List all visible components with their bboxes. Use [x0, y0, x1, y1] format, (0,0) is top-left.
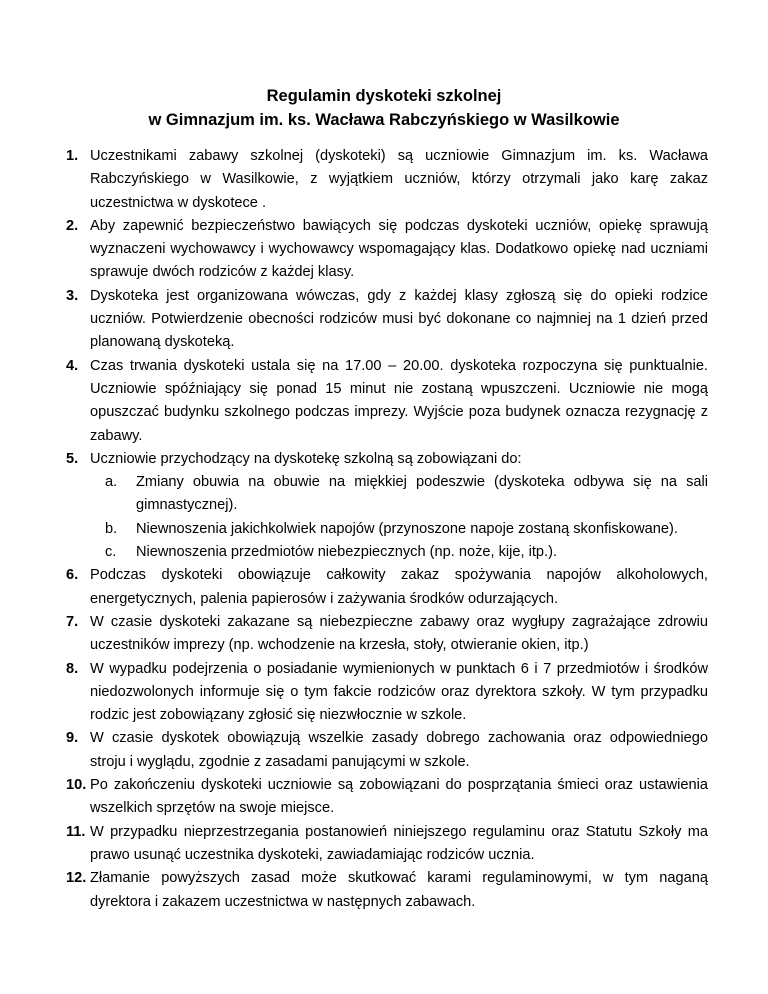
sub-text: Niewnoszenia jakichkolwiek napojów (przynoszone napoje zostaną skonfiskowane). [136, 520, 678, 537]
rule-number: 7. [66, 613, 79, 630]
rule-text: Podczas dyskoteki obowiązuje całkowity zakaz spożywania napojów alkoholowych, energetycznych, palenia papierosów i zażywania środków odurzających. [90, 567, 708, 607]
rule-text: W wypadku podejrzenia o posiadanie wymienionych w punktach 6 i 7 przedmiotów i środków niedozwolonych informuje się o tym fakcie rodziców oraz dyrektora szkoły. W tym przypadku rodzic jest zobowiązany zgłosić się niezwłocznie w szkole. [90, 660, 708, 724]
rule-item [66, 867, 708, 914]
rule-item [66, 611, 708, 658]
rule-number: 4. [66, 357, 79, 374]
rule-item [66, 145, 708, 215]
rule-number: 9. [66, 730, 79, 747]
rule-number: 10. [66, 777, 87, 794]
rule-item [66, 215, 708, 285]
rule-item [66, 355, 708, 448]
rule-number: 8. [66, 660, 79, 677]
rule-number: 11. [66, 823, 86, 840]
sub-letter: c. [105, 544, 117, 561]
rule-number: 1. [66, 148, 79, 164]
rules-list [66, 145, 708, 914]
rule-item [66, 774, 708, 821]
sub-letter: a. [105, 474, 118, 491]
rule-number: 2. [66, 217, 79, 234]
rule-item [66, 658, 708, 728]
sub-item [90, 518, 708, 541]
rule-text: W czasie dyskotek obowiązują wszelkie zasady dobrego zachowania oraz odpowiedniego stroju i wyglądu, zgodnie z zasadami panującymi w szkole. [90, 730, 708, 770]
document-title [0, 84, 768, 132]
rule-text: Uczestnikami zabawy szkolnej (dyskoteki) są uczniowie Gimnazjum im. ks. Wacława Rabczyńskiego w Wasilkowie, z wyjątkiem uczniów, którzy otrzymali jako karę zakaz uczestnictwa w dyskotece . [90, 148, 708, 211]
sub-item [90, 541, 708, 564]
title-line-1: Regulamin dyskoteki szkolnej [266, 87, 502, 105]
rule-text: Po zakończeniu dyskoteki uczniowie są zobowiązani do posprzątania śmieci oraz ustawienia wszelkich sprzętów na swoje miejsce. [90, 777, 708, 817]
sub-letter: b. [105, 520, 118, 537]
rule-text: W czasie dyskoteki zakazane są niebezpieczne zabawy oraz wygłupy zagrażające zdrowiu uczestników imprezy (np. wchodzenie na krzesła, stoły, otwieranie okien, itp.) [90, 613, 708, 654]
rule-sublist [90, 471, 708, 564]
rule-number: 3. [66, 287, 79, 304]
rule-text: Uczniowie przychodzący na dyskotekę szkolną są zobowiązani do: [90, 450, 522, 467]
sub-text: Zmiany obuwia na obuwie na miękkiej podeszwie (dyskoteka odbywa się na sali gimnastycznej). [136, 474, 708, 514]
rule-text: Aby zapewnić bezpieczeństwo bawiących się podczas dyskoteki uczniów, opiekę sprawują wyznaczeni wychowawcy i wychowawcy wspomagający klas. Dodatkowo opiekę nad uczniami sprawuje dwóch rodziców z każdej klasy. [90, 217, 708, 281]
sub-text: Niewnoszenia przedmiotów niebezpiecznych (np. noże, kije, itp.). [136, 544, 557, 561]
sub-item [90, 471, 708, 518]
rule-item [66, 448, 708, 564]
rule-item [66, 564, 708, 611]
rule-number: 12. [66, 870, 87, 887]
rule-number: 5. [66, 450, 79, 467]
rule-item [66, 727, 708, 774]
rule-text: Dyskoteka jest organizowana wówczas, gdy z każdej klasy zgłoszą się do opieki rodzice uczniów. Potwierdzenie obecności rodziców musi być dokonane co najmniej na 1 dzień przed planowaną dyskoteką. [90, 287, 708, 351]
rule-item [66, 285, 708, 355]
rule-text: Złamanie powyższych zasad może skutkować karami regulaminowymi, w tym naganą dyrektora i zakazem uczestnictwa w następnych zabawach. [90, 870, 708, 910]
rule-text: W przypadku nieprzestrzegania postanowień niniejszego regulaminu oraz Statutu Szkoły ma prawo usunąć uczestnika dyskoteki, zawiadamiając rodziców ucznia. [90, 823, 708, 863]
title-line-2: w Gimnazjum im. ks. Wacława Rabczyńskiego w Wasilkowie [148, 111, 620, 129]
rule-number: 6. [66, 567, 79, 584]
rule-item [66, 821, 708, 868]
rule-text: Czas trwania dyskoteki ustala się na 17.00 – 20.00. dyskoteka rozpoczyna się punktualnie. Uczniowie spóźniający się ponad 15 minut nie zostaną wpuszczeni. Uczniowie nie mogą opuszczać budynku szkolnego podczas imprezy. Wyjście poza budynek oznacza rezygnację z zabawy. [90, 357, 708, 444]
